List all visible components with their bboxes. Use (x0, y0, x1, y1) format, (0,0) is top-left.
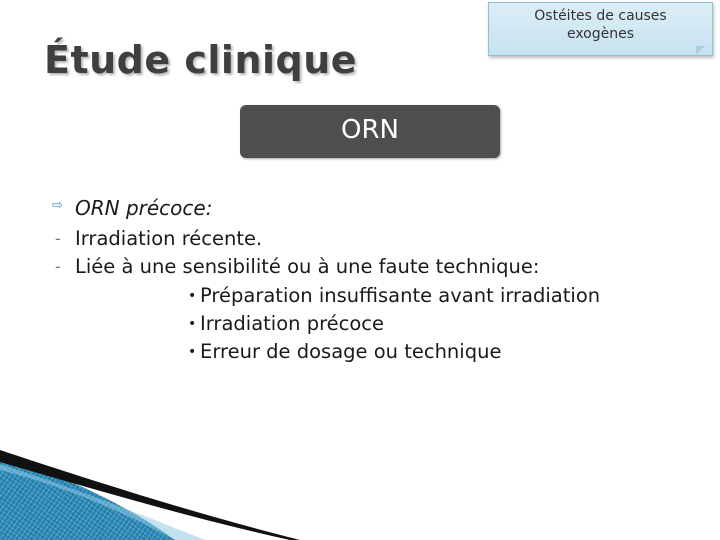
sub-list-item (188, 284, 600, 307)
dash-marker: - (55, 257, 61, 276)
bullet-dot-icon: • (188, 288, 197, 304)
sub-item-text: Irradiation précoce (200, 312, 385, 335)
main-bullet-text: ORN précoce: (75, 196, 213, 220)
corner-decoration (0, 440, 720, 540)
bullet-dot-icon: • (188, 344, 197, 360)
list-item: Irradiation récente. (75, 227, 263, 250)
sub-list-item (188, 312, 384, 335)
list-item: Liée à une sensibilité ou à une faute technique: (75, 255, 540, 278)
arrow-right-icon: ⇨ (52, 198, 63, 213)
section-label-box: ORN (240, 105, 500, 158)
slide-title: Étude clinique (44, 38, 358, 82)
sub-item-text: Préparation insuffisante avant irradiation (200, 284, 601, 307)
sub-item-text: Erreur de dosage ou technique (200, 340, 502, 363)
dash-marker: - (55, 229, 61, 248)
sub-list-item (188, 340, 501, 363)
note-text: Ostéites de causes exogènes (534, 8, 667, 42)
bullet-dot-icon: • (188, 316, 197, 332)
